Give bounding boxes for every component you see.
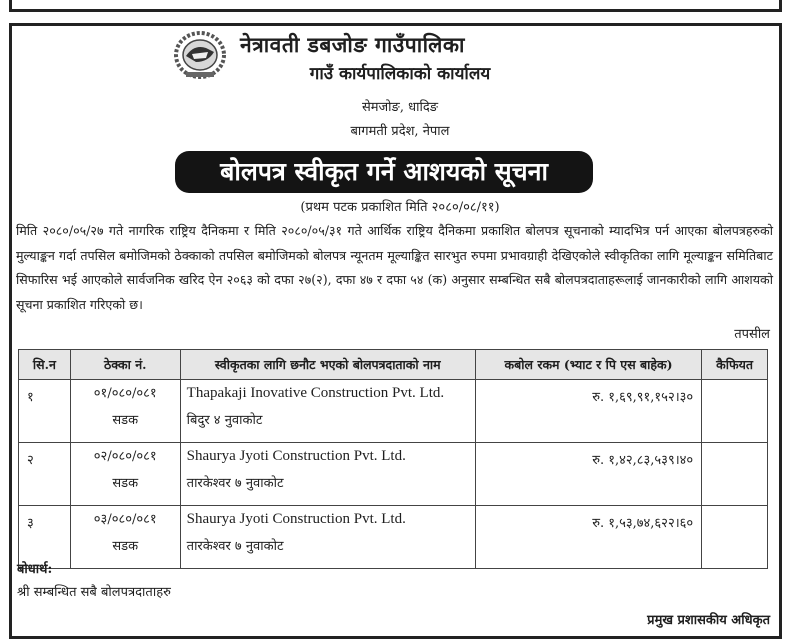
bidder-address: तारकेश्वर ७ नुवाकोट xyxy=(186,539,284,554)
bidder-cell xyxy=(180,506,475,569)
office-province: बागमती प्रदेश, नेपाल xyxy=(350,124,450,139)
first-published-date: (प्रथम पटक प्रकाशित मिति २०८०/०८/११) xyxy=(300,200,500,215)
amount-cell: रु. १,६९,९१,१५२।३० xyxy=(475,380,701,443)
bid-table xyxy=(18,349,768,569)
contract-type: सडक xyxy=(112,413,139,428)
table-row xyxy=(19,443,768,506)
previous-notice-frame xyxy=(9,0,782,12)
bidder-name: Shaurya Jyoti Construction Pvt. Ltd. xyxy=(186,511,406,527)
bidder-name: Shaurya Jyoti Construction Pvt. Ltd. xyxy=(186,448,406,464)
header-bid-amount: कबोल रकम (भ्याट र पि एस बाहेक) xyxy=(475,350,701,380)
signatory-title: प्रमुख प्रशासकीय अधिकृत xyxy=(647,613,770,628)
for-info-label: बोधार्थ: xyxy=(17,562,53,577)
remarks-cell xyxy=(702,506,768,569)
remarks-cell xyxy=(702,443,768,506)
municipality-name: नेत्रावती डबजोङ गाउँपालिका xyxy=(240,32,465,57)
contract-cell xyxy=(70,443,180,506)
office-name: गाउँ कार्यपालिकाको कार्यालय xyxy=(309,64,491,84)
serial-cell: ३ xyxy=(19,506,71,569)
amount-cell: रु. १,४२,८३,५३९।४० xyxy=(475,443,701,506)
recipients: श्री सम्बन्धित सबै बोलपत्रदाताहरु xyxy=(17,585,171,600)
serial-cell: १ xyxy=(19,380,71,443)
amount-cell: रु. १,५३,७४,६२२।६० xyxy=(475,506,701,569)
schedule-label: तपसील xyxy=(734,327,770,342)
header-remarks: कैफियत xyxy=(702,350,768,380)
contract-number: ०१/०८०/०८१ xyxy=(93,386,157,401)
table-header-row xyxy=(19,350,768,380)
notice-title: बोलपत्र स्वीकृत गर्ने आशयको सूचना xyxy=(175,151,593,193)
table-row xyxy=(19,380,768,443)
header-contract-no: ठेक्का नं. xyxy=(70,350,180,380)
bidder-cell xyxy=(180,443,475,506)
serial-cell: २ xyxy=(19,443,71,506)
bidder-cell xyxy=(180,380,475,443)
contract-type: सडक xyxy=(112,476,139,491)
remarks-cell xyxy=(702,380,768,443)
contract-number: ०३/०८०/०८१ xyxy=(93,512,157,527)
contract-number: ०२/०८०/०८१ xyxy=(93,449,157,464)
notice-body: मिति २०८०/०५/२७ गते नागरिक राष्ट्रिय दैनिकमा र मिति २०८०/०५/३१ गते आर्थिक राष्ट्रिय दैनिकमा प्रकाशित बोलपत्र सूचनाको म्यादभित्र पर्न आएका बोलपत्रहरुको मुल्याङ्कन गर्दा तपसिल बमोजिमको ठेक्काको तपसिल बमोजिमको बोलपत्र न्यूनतम मूल्याङ्कित सारभुत रुपमा प्रभावग्राही देखिएकोले स्वीकृतिका लागि मूल्याङ्कन समितिबाट सिफारिस भई आएकोले सार्वजनिक खरिद ऐन २०६३ को दफा २७(२), दफा ४७ र दफा ५४ (क) अनुसार सम्बन्धित सबै बोलपत्रदाताहरूलाई जानकारीको लागि आशयको सूचना प्रकाशित गरिएको छ। xyxy=(16,223,773,312)
table-row xyxy=(19,506,768,569)
office-location: सेमजोङ, धादिङ xyxy=(361,100,439,115)
bidder-address: तारकेश्वर ७ नुवाकोट xyxy=(186,476,284,491)
header-serial: सि.न xyxy=(19,350,71,380)
contract-cell xyxy=(70,380,180,443)
contract-type: सडक xyxy=(112,539,139,554)
header-bidder-name: स्वीकृतका लागि छनौट भएको बोलपत्रदाताको नाम xyxy=(180,350,475,380)
bidder-name: Thapakaji Inovative Construction Pvt. Ltd. xyxy=(186,385,445,401)
contract-cell xyxy=(70,506,180,569)
bidder-address: बिदुर ४ नुवाकोट xyxy=(186,413,263,428)
